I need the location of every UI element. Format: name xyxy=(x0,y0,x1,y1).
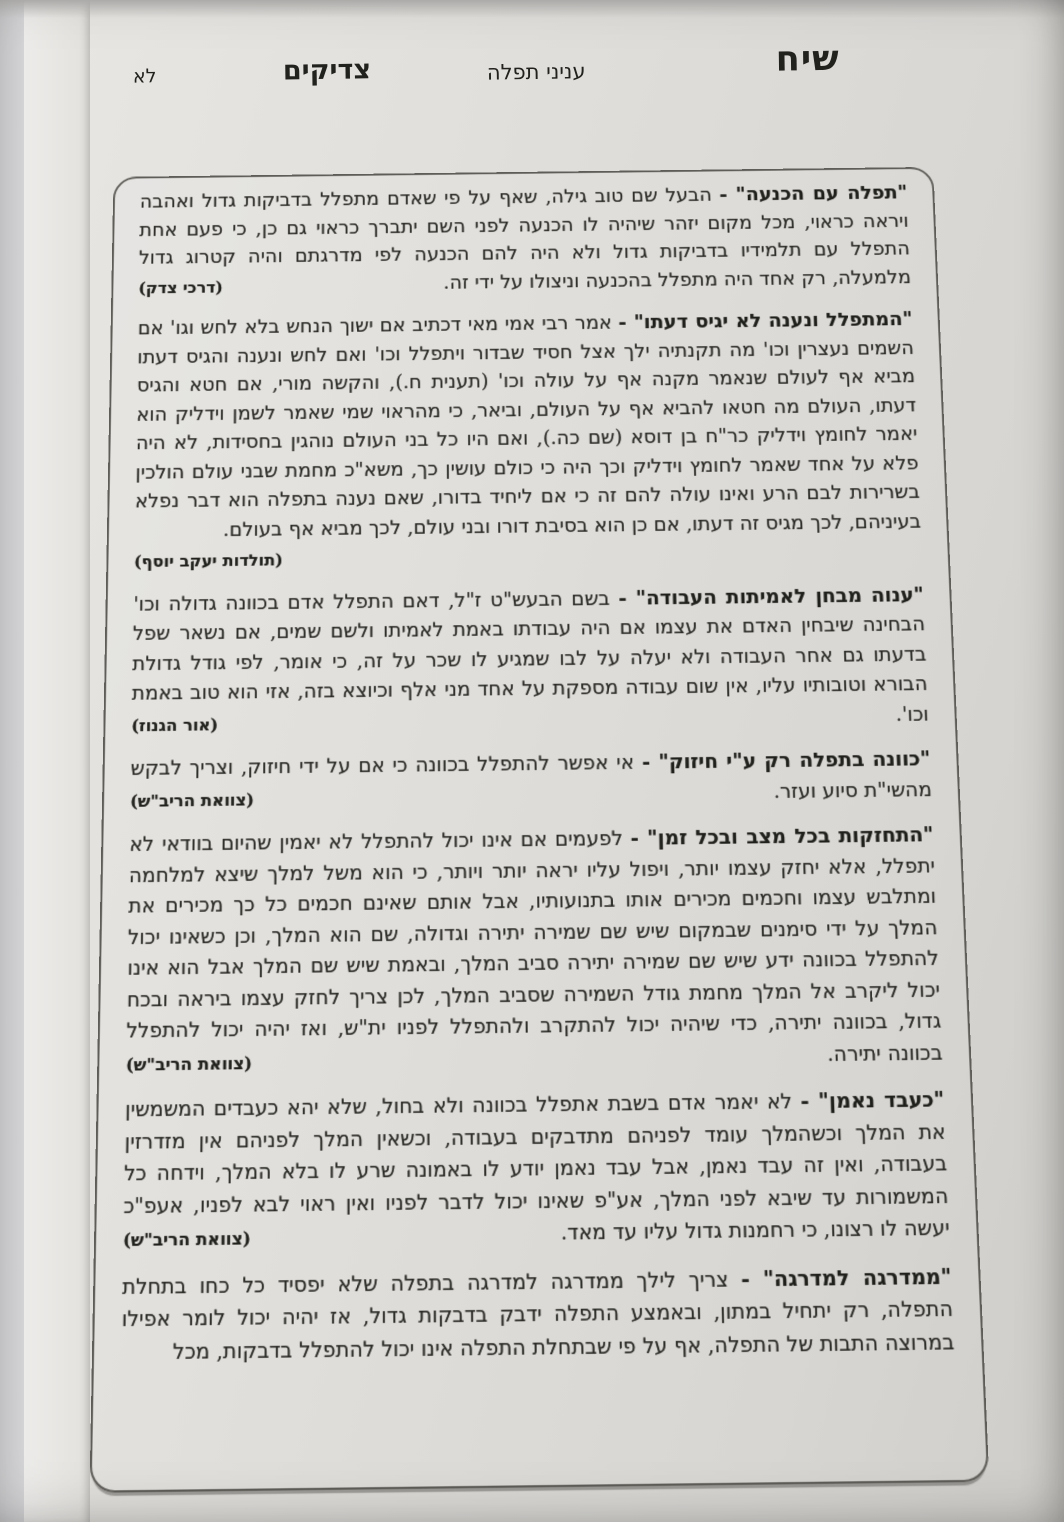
page-number: לא xyxy=(132,65,157,88)
entry-source: (דרכי צדק) xyxy=(138,278,224,297)
entry-source: (תולדות יעקב יוסף) xyxy=(133,550,283,571)
entry-body: אמר רבי אמי מאי דכתיב אם ישוך הנחש בלא לחש וגו' אם השמים נעצרין וכו' מה תקנתיה ילך אצל חסיד שבדור ויתפלל וכו' ואם לחש ונענה והגיס דעתו מביא אף לעולם שנאמר מקנה אף על עולה וכו' (תענית ח.), והקשה מורי, אם חטא והגיס דעתו, העולם מה חטאו להביא אף על העולם, וביאר, כי מהראוי שמי שאמר לשמן וידליק הוא יאמר לחומץ וידליק כר"ח בן דוסא (שם כה.), ואם היו כל בני העולם נוהגין בחסידות, לא היה פלא על אחד שאמר לחומץ וידליק וכך היה כי כולם עושין כך, משא"כ מחמת שבני עולם הולכין בשרירות לבם הרע ואינו עולה להם זה כי אם ליחיד בדורו, שאם נענה בתפלה הוא דבר נפלא בעיניהם, לכך מגיס זה דעתו, אם כן הוא בסיבת דורו ובני עולם, לכך מביא אף בעולם. xyxy=(134,310,922,541)
entry-heading: "ממדרגה למדרגה" - xyxy=(740,1263,953,1292)
entry xyxy=(134,304,923,577)
page-header xyxy=(0,0,1064,137)
entry-body: צריך לילך ממדרגה למדרגה בתפלה שלא יפסיד כל כחו בתחלת התפלה, רק יתחיל במתון, ובאמצע התפלה ידבק בדבקות גדול, אז יהיה יכול לומר אפילו במרוצה התבות של התפלה, אף על פי שבתחלת התפלה אינו יכול להתפלל בדבקות, מכל xyxy=(121,1265,955,1364)
entry-text xyxy=(130,743,933,817)
entry-text xyxy=(126,819,944,1081)
entry-heading: "התחזקות בכל מצב ובכל זמן" - xyxy=(630,822,935,850)
section-title: עניני תפלה xyxy=(486,59,586,85)
content-frame xyxy=(89,167,989,1493)
entry-heading: "המתפלל ונענה לא יגיס דעתו" - xyxy=(618,307,914,334)
entry-text xyxy=(131,579,929,741)
book-title-right: שיח xyxy=(775,37,840,80)
page-edge-fold xyxy=(24,0,90,1522)
entry-heading: "תפלה עם הכנעה" - xyxy=(719,180,908,206)
entry-source: (צוואת הריב"ש) xyxy=(125,1053,253,1075)
entry-text xyxy=(138,178,911,303)
entry-source: (אור הגנוז) xyxy=(131,714,219,735)
entry-body: הבעל שם טוב גילה, שאף על פי שאדם מתפלל בדביקות גדול ואהבה ויראה כראוי, מכל מקום יזהר שיהיה לו הכנעה לפני השם יתברך כראוי גם כן, כי פעם אחת התפלל עם תלמידיו בדביקות גדול ולא היה להם הכנעה לפי מדרגתם והיה קטרוג גדול מלמעלה, רק אחד היה מתפלל בהכנעה וניצולו על ידי זה. xyxy=(138,183,912,293)
entry xyxy=(131,579,929,741)
entry xyxy=(126,819,944,1081)
book-title-left: צדיקים xyxy=(282,54,372,87)
entry xyxy=(123,1084,951,1258)
entry-heading: "כוונה בתפלה רק ע"י חיזוק" - xyxy=(641,746,932,774)
entry-heading: "כעבד נאמן" - xyxy=(800,1086,945,1114)
entry-heading: "ענוה מבחן לאמיתות העבודה" - xyxy=(618,582,925,610)
entry-body: בשם הבעש"ט ז"ל, דאם התפלל אדם בכוונה גדולה וכו' הבחינה שיבחין האדם את עצמו אם היה עבודתו באמת לאמיתו ולשם שמים, אם נשאר שפל בדעתו גם אחר העבודה ולא יעלה על לבו שמגיע לו שכר על זה, כי אומר, לפי גודל גדולת הבורא וטובותיו עליו, אין שום עבודה מספקת על אחד מני אלף וכיוצא בזה, אזי הוא טוב באמת וכו'. xyxy=(131,585,930,726)
entry-source: (צוואת הריב"ש) xyxy=(122,1228,251,1251)
entry-source: (צוואת הריב"ש) xyxy=(129,789,255,811)
entry-text xyxy=(121,1260,955,1368)
entry-text xyxy=(134,304,923,577)
page-edge-outer xyxy=(0,0,24,1522)
entry xyxy=(130,743,933,817)
entry-body: אי אפשר להתפלל בכוונה כי אם על ידי חיזוק, וצריך לבקש מהשי"ת סיוע ועזר. xyxy=(130,749,933,803)
entry-text xyxy=(123,1084,951,1258)
entry-body: לא יאמר אדם בשבת אתפלל בכוונה ולא בחול, שלא יהא כעבדים המשמשין את המלך וכשהמלך עומד לפניהם מתדבקים בעבודה, וכשאין המלך לפניהם אין מזדרזין בעבודה, ואין זה עבד נאמן, אבל עבד נאמן יודע לו באמונה שרע לו בלא המלך, וידחה כל המשמורות עד שיבא לפני המלך, אע"פ שאינו יכול לדבר לפניו ואין ראוי לבא לפניו, אעפ"כ יעשה לו רצונו, כי רחמנות גדול עליו עד מאד. xyxy=(123,1088,951,1245)
entry-body: לפעמים אם אינו יכול להתפלל לא יאמין שהיום בוודאי לא יתפלל, אלא יחזק עצמו יותר, ויפול עליו יראה יותר ויותר, כי הוא משל למלך שיצא למלחמה ומתלבש עצמו וחכמים מכירים אותו בתנועותיו, אבל אותם שאינם חכמים כל כך מכירים את המלך על ידי סימנים שבמקום שיש שם שמירה יתירה וגדולה, שם הוא המלך, וכן כשאינו יכול להתפלל בכוונה ידע שיש שם שמירה יתירה סביב המלך, ובאמת שיש שם המלך אבל הוא אינו יכול ליקרב אל המלך מחמת גודל השמירה שסביב המלך, לכן צריך לחזק עצמו ביראה ובכח גדול, בכוונה יתירה, כדי שיהיה יכול להתקרב ולהתפלל לפניו ית"ש, ואז יהיה יכול להתפלל בכוונה יתירה. xyxy=(126,825,943,1066)
entry xyxy=(121,1260,955,1368)
entry xyxy=(138,178,911,303)
